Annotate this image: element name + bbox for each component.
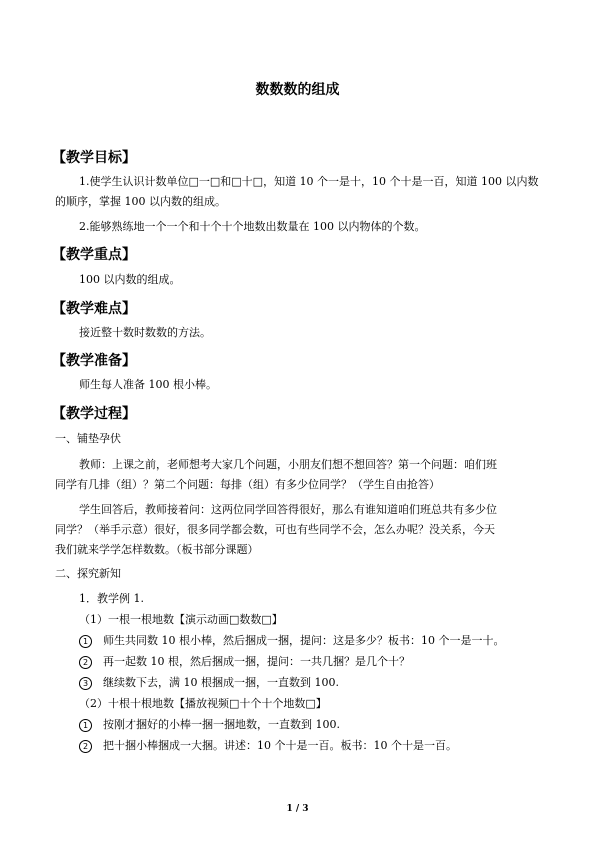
circled-number-2: 2: [79, 656, 92, 669]
subsection-2-item-2: 把十捆小棒捆成一大捆。讲述：10 个十是一百。板书：10 个十是一百。: [103, 739, 457, 752]
prep-text: 师生每人准备 100 根小棒。: [79, 378, 217, 391]
circled-number-1b: 1: [79, 719, 92, 732]
heading-key: 【教学重点】: [52, 247, 136, 263]
goal-2: 2.能够熟练地一个一个和十个十个地数出数量在 100 以内物体的个数。: [79, 220, 426, 233]
process-text-5: 我们就来学学怎样数数。（板书部分课题）: [55, 543, 259, 556]
key-text: 100 以内数的组成。: [79, 273, 181, 286]
example-1-title: 1．教学例 1.: [79, 592, 144, 605]
circled-number-1: 1: [79, 635, 92, 648]
part-1-title: 一、铺垫孕伏: [55, 432, 121, 445]
process-text-2: 同学有几排（组）？第二个问题：每排（组）有多少位同学？（学生自由抢答）: [55, 478, 440, 491]
heading-difficult: 【教学难点】: [52, 301, 136, 317]
goal-1-line-2: 的顺序，掌握 100 以内数的组成。: [55, 195, 226, 208]
subsection-1-title: （1）一根一根地数【演示动画□数数□】: [79, 613, 283, 626]
subsection-1-item-2: 再一起数 10 根，然后捆成一捆，提问：一共几捆？是几个十？: [103, 655, 410, 668]
page-number: 1 / 3: [286, 804, 309, 814]
circled-number-2b: 2: [79, 740, 92, 753]
document-title: 数数数的组成: [255, 82, 340, 98]
subsection-2-title: （2）十根十根地数【播放视频□十个十个地数□】: [79, 697, 327, 710]
part-2-title: 二、探究新知: [55, 567, 121, 580]
goal-1-line-1: 1.使学生认识计数单位□一□和□十□，知道 10 个一是十，10 个十是一百，知道 100 以内数: [79, 175, 539, 188]
heading-process: 【教学过程】: [52, 406, 136, 422]
process-text-1: 教师：上课之前，老师想考大家几个问题，小朋友们想不想回答？第一个问题：咱们班: [79, 458, 497, 471]
heading-goals: 【教学目标】: [52, 150, 136, 166]
process-text-4: 同学？（举手示意）很好，很多同学都会数，可也有些同学不会，怎么办呢？没关系，今天: [55, 523, 495, 536]
subsection-2-item-1: 按刚才捆好的小棒一捆一捆地数，一直数到 100.: [103, 718, 340, 731]
subsection-1-item-3: 继续数下去，满 10 根捆成一捆，一直数到 100.: [103, 676, 339, 689]
difficult-text: 接近整十数时数数的方法。: [79, 326, 211, 339]
circled-number-3: 3: [79, 677, 92, 690]
process-text-3: 学生回答后，教师接着问：这两位同学回答得很好，那么有谁知道咱们班总共有多少位: [79, 503, 497, 516]
subsection-1-item-1: 师生共同数 10 根小棒，然后捆成一捆，提问：这是多少？板书：10 个一是一十。: [103, 634, 505, 647]
heading-prep: 【教学准备】: [52, 353, 136, 369]
